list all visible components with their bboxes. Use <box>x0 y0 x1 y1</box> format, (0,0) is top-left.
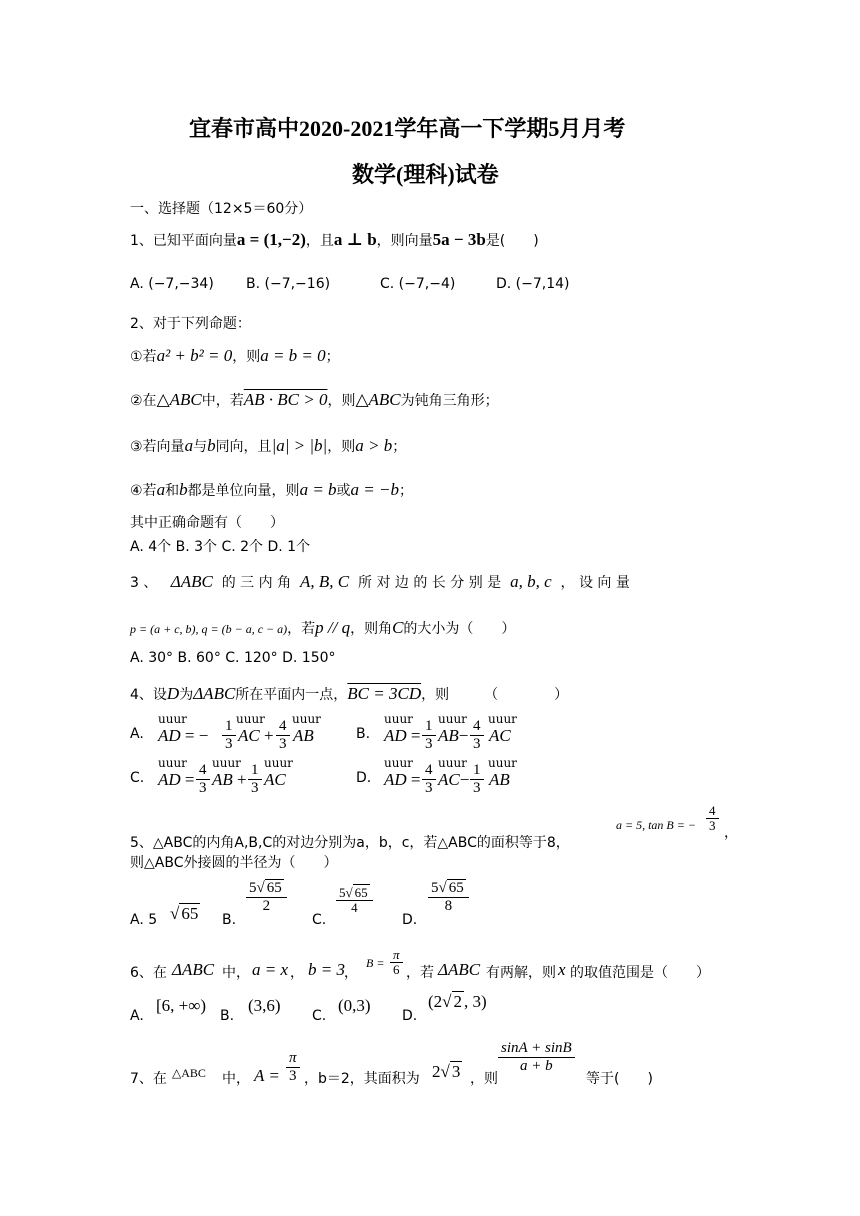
section-heading: 一、选择题（12×5＝60分） <box>130 201 313 217</box>
question-1-option-d: D. (−7,14) <box>496 276 570 292</box>
question-2-prop-2: ②在△ABC中，若AB · BC > 0，则△ABC为钝角三角形； <box>130 390 499 409</box>
question-2-prop-4: ④若a和b都是单位向量，则a = b或a = −b； <box>130 480 413 499</box>
question-2-prop-3: ③若向量a与b同向，且|a| > |b|，则a > b； <box>130 436 407 455</box>
question-2-options: A. 4个 B. 3个 C. 2个 D. 1个 <box>130 539 311 555</box>
question-5-line-1: 5、△ABC的内角A,B,C的对边分别为a，b，c，若△ABC的面积等于8， <box>130 835 570 851</box>
question-3-line-2: p = (a + c, b), q = (b − a, c − a)，若p // q，则角C的大小为（ ） <box>130 618 516 637</box>
question-2-prop-1: ①若a² + b² = 0，则a = b = 0； <box>130 346 340 365</box>
question-3-line-1: 3 、 ΔABC 的 三 内 角 A, B, C 所 对 边 的 长 分 别 是 a, b, c ， 设 向 量 <box>130 572 630 591</box>
question-1-option-c: C. (−7,−4) <box>380 276 456 292</box>
title-line-1: 宜春市高中2020-2021学年高一下学期5月月考 <box>189 116 626 141</box>
title-line-2: 数学(理科)试卷 <box>352 162 499 187</box>
question-5-line-2: 则△ABC外接圆的半径为（ ） <box>130 855 338 871</box>
question-4-stem: 4、设D为ΔABC所在平面内一点，BC = 3CD，则 （ ） <box>130 684 569 703</box>
question-1-option-a: A. (−7,−34) <box>130 276 214 292</box>
question-1-option-b: B. (−7,−16) <box>246 276 331 292</box>
question-2-ask: 其中正确命题有（ ） <box>130 515 284 531</box>
question-1-stem: 1、已知平面向量a = (1,−2)，且a ⊥ b，则向量5a − 3b是( ) <box>130 230 539 249</box>
question-3-options: A. 30° B. 60° C. 120° D. 150° <box>130 650 336 666</box>
question-2-stem: 2、对于下列命题： <box>130 316 251 332</box>
